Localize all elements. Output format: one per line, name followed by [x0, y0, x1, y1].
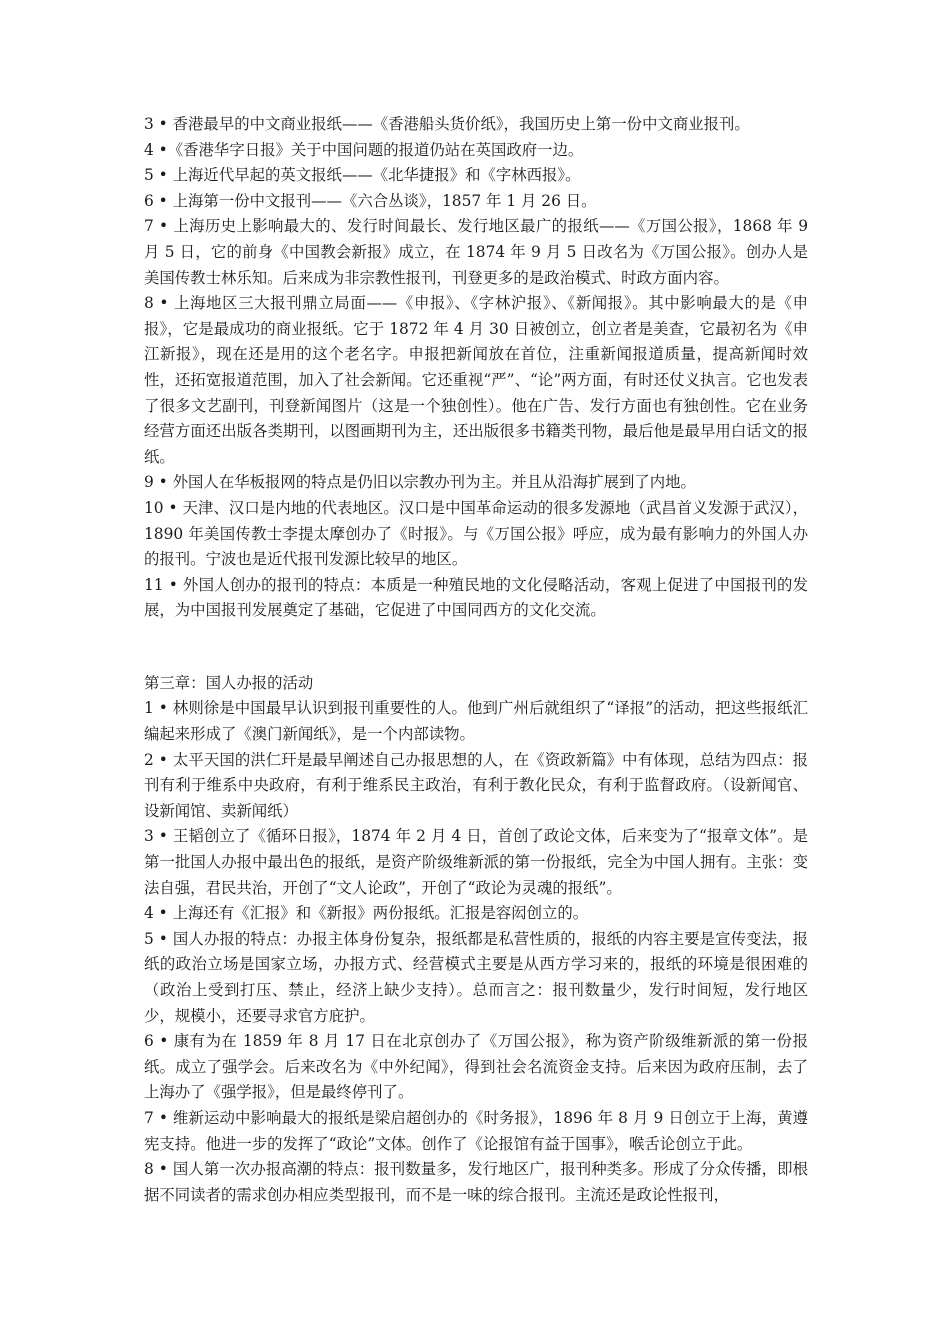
list-item: 3 • 香港最早的中文商业报纸——《香港船头货价纸》，我国历史上第一份中文商业报刊。	[144, 115, 750, 133]
list-item: 5 • 上海近代早起的英文报纸——《北华捷报》和《字林西报》。	[144, 166, 581, 185]
list-item: 2 • 太平天国的洪仁玕是最早阐述自己办报思想的人，在《资政新篇》中有体现，总结为四点：报刊有利于维系中央政府，有利于维系民主政治，有利于教化民众，有利于监督政府。（设新闻官、设新闻馆、卖新闻纸）	[144, 750, 808, 820]
list-item: 6 • 康有为在 1859 年 8 月 17 日在北京创办了《万国公报》，称为资产阶级维新派的第一份报纸。成立了强学会。后来改名为《中外纪闻》，得到社会名流资金支持。后来因为政府压制，去了上海办了《强学报》，但是最终停刊了。	[144, 1032, 808, 1102]
list-item: 7 • 上海历史上影响最大的、发行时间最长、发行地区最广的报纸——《万国公报》，1868 年 9 月 5 日，它的前身《中国教会新报》成立，在 1874 年 9 月 5 日改名为《万国公报》。创办人是美国传教士林乐知。后来成为非宗教性报刊，刊登更多的是政治模式、时政方面内容。	[144, 217, 808, 287]
list-item: 1 • 林则徐是中国最早认识到报刊重要性的人。他到广州后就组织了“译报”的活动，把这些报纸汇编起来形成了《澳门新闻纸》，是一个内部读物。	[144, 699, 808, 744]
list-item: 6 • 上海第一份中文报刊——《六合丛谈》，1857 年 1 月 26 日。	[144, 191, 597, 210]
list-item: 8 • 上海地区三大报刊鼎立局面——《申报》、《字林沪报》、《新闻报》。其中影响最大的是《申报》，它是最成功的商业报纸。它于 1872 年 4 月 30 日被创立，创立者是美查，它最初名为《申江新报》，现在还是用的这个老名字。申报把新闻放在首位，注重新闻报道质量，提高新闻时效性，还拓宽报道范围，加入了社会新闻。它还重视“严”、“论”两方面，有时还仗义执言。它也发表了很多文艺副刊，刊登新闻图片（这是一个独创性）。他在广告、发行方面也有独创性。它在业务经营方面还出版各类期刊，以图画期刊为主，还出版很多书籍类刊物，最后他是最早用白话文的报纸。	[144, 294, 808, 466]
section-gap	[144, 624, 808, 671]
list-item: 9 • 外国人在华板报网的特点是仍旧以宗教办刊为主。并且从沿海扩展到了内地。	[144, 473, 696, 492]
list-item: 3 • 王韬创立了《循环日报》，1874 年 2 月 4 日，首创了政论文体，后来变为了“报章文体”。是第一批国人办报中最出色的报纸，是资产阶级维新派的第一份报纸，完全为中国人拥有。主张：变法自强，君民共治，开创了“文人论政”，开创了“政论为灵魂的报纸”。	[144, 827, 808, 897]
list-item: 7 • 维新运动中影响最大的报纸是梁启超创办的《时务报》，1896 年 8 月 9 日创立于上海，黄遵宪支持。他进一步的发挥了“政论”文体。创作了《论报馆有益于国事》，喉舌论创立于此。	[144, 1108, 808, 1153]
list-item: 8 • 国人第一次办报高潮的特点：报刊数量多，发行地区广，报刊种类多。形成了分众传播，即根据不同读者的需求创办相应类型报刊，而不是一味的综合报刊。主流还是政论性报刊，	[144, 1160, 808, 1204]
document-body	[144, 112, 808, 1208]
chapter-heading: 第三章：国人办报的活动	[144, 673, 314, 692]
list-item: 5 • 国人办报的特点：办报主体身份复杂，报纸都是私营性质的，报纸的内容主要是宣传变法，报纸的政治立场是国家立场，办报方式、经营模式主要是从西方学习来的，报纸的环境是很困难的（政治上受到打压、禁止，经济上缺少支持）。总而言之：报刊数量少，发行时间短，发行地区少，规模小，还要寻求官方庇护。	[144, 929, 808, 1025]
list-item: 11 • 外国人创办的报刊的特点：本质是一种殖民地的文化侵略活动，客观上促进了中国报刊的发展，为中国报刊发展奠定了基础，它促进了中国同西方的文化交流。	[144, 575, 808, 620]
list-item: 4 •《香港华字日报》关于中国问题的报道仍站在英国政府一边。	[144, 140, 584, 159]
list-item: 10 • 天津、汉口是内地的代表地区。汉口是中国革命运动的很多发源地（武昌首义发源于武汉），1890 年美国传教士李提太摩创办了《时报》。与《万国公报》呼应，成为最有影响力的外国人办的报刊。宁波也是近代报刊发源比较早的地区。	[144, 498, 808, 569]
list-item: 4 • 上海还有《汇报》和《新报》两份报纸。汇报是容闳创立的。	[144, 904, 589, 923]
